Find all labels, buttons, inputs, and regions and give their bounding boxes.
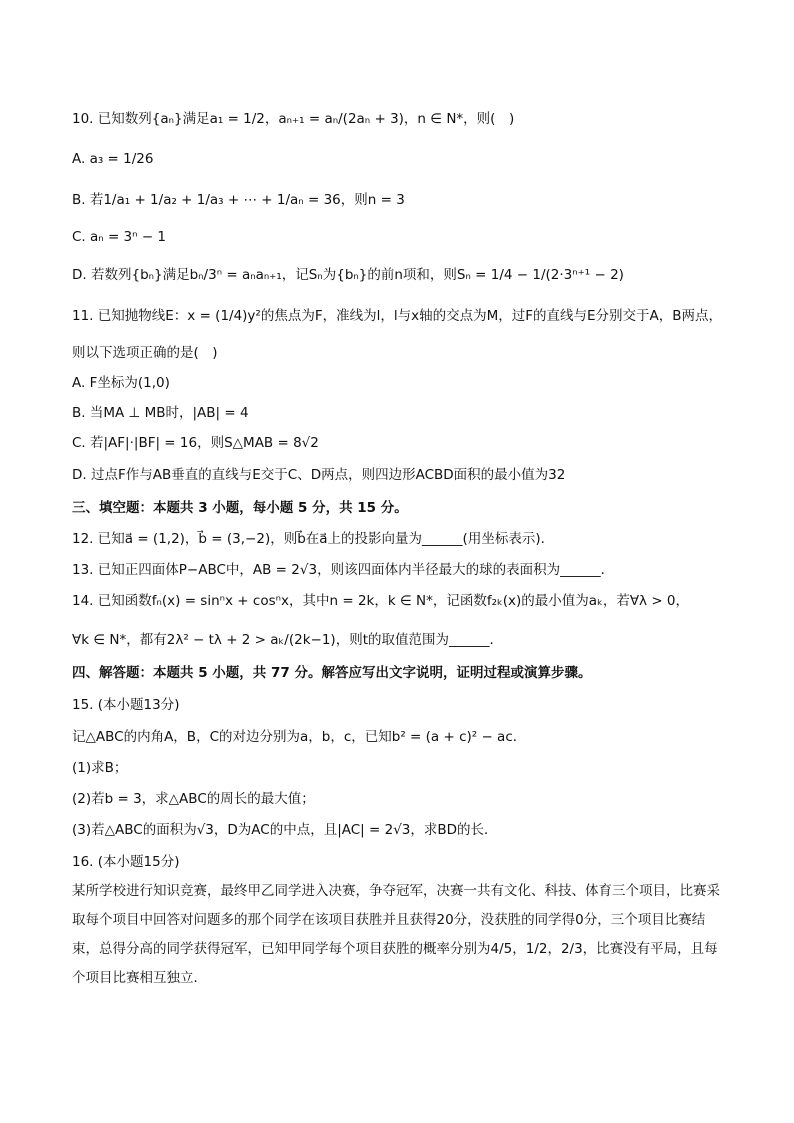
q16-paragraph: 某所学校进行知识竞赛，最终甲乙同学进入决赛，争夺冠军，决赛一共有文化、科技、体育三个项目，比赛采取每个项目中回答对问题多的那个同学在该项目获胜并且获得20分，没获胜的同学得0分，三个项目比赛结束，总得分高的同学获得冠军，已知甲同学每个项目获胜的概率分别为4/5，1/2，2/3，比赛没有平局，且每个项目比赛相互独立．	[72, 883, 720, 986]
q15-header: 15. (本小题13分)	[72, 697, 180, 713]
q12-text: 12. 已知a⃗ = (1,2)，b⃗ = (3,−2)，则b⃗在a⃗上的投影向量为______(用坐标表示)．	[72, 531, 555, 547]
section-3-heading: 三、填空题：本题共 3 小题，每小题 5 分，共 15 分。	[72, 500, 408, 516]
q14-line1: 14. 已知函数fₙ(x) = sinⁿx + cosⁿx，其中n = 2k，k ∈ N*，记函数f₂ₖ(x)的最小值为aₖ，若∀λ > 0，	[72, 593, 690, 609]
section-4-heading: 四、解答题：本题共 5 小题，共 77 分。解答应写出文字说明，证明过程或演算步骤。	[72, 665, 592, 681]
q15-part-3: (3)若△ABC的面积为√3，D为AC的中点，且|AC| = 2√3，求BD的长．	[72, 822, 498, 838]
q15-part-1: (1)求B；	[72, 760, 128, 776]
q10-option-d: D. 若数列{bₙ}满足bₙ/3ⁿ = aₙaₙ₊₁，记Sₙ为{bₙ}的前n项和，则Sₙ = 1/4 − 1/(2·3ⁿ⁺¹ − 2)	[72, 267, 624, 283]
q10-stem: 10. 已知数列{aₙ}满足a₁ = 1/2，aₙ₊₁ = aₙ/(2aₙ + 3)，n ∈ N*，则( )	[72, 111, 515, 127]
q11-stem-line1: 11. 已知抛物线E：x = (1/4)y²的焦点为F，准线为l，l与x轴的交点为M，过F的直线与E分别交于A，B两点，	[72, 308, 723, 324]
q11-stem-line2: 则以下选项正确的是( )	[72, 345, 218, 361]
q16-header: 16. (本小题15分)	[72, 854, 180, 870]
q15-stem: 记△ABC的内角A，B，C的对边分别为a，b，c，已知b² = (a + c)² − ac．	[72, 729, 527, 745]
q15-part-2: (2)若b = 3，求△ABC的周长的最大值；	[72, 791, 315, 807]
q13-text: 13. 已知正四面体P−ABC中，AB = 2√3，则该四面体内半径最大的球的表面积为______．	[72, 562, 615, 578]
q10-option-a: A. a₃ = 1/26	[72, 151, 154, 167]
q11-option-b: B. 当MA ⊥ MB时，|AB| = 4	[72, 405, 249, 421]
q11-option-a: A. F坐标为(1,0)	[72, 375, 170, 391]
q10-option-c: C. aₙ = 3ⁿ − 1	[72, 229, 167, 245]
q10-option-b: B. 若1/a₁ + 1/a₂ + 1/a₃ + ⋯ + 1/aₙ = 36，则n = 3	[72, 192, 405, 208]
q11-option-c: C. 若|AF|·|BF| = 16，则S△MAB = 8√2	[72, 435, 319, 451]
q14-line2: ∀k ∈ N*，都有2λ² − tλ + 2 > aₖ/(2k−1)，则t的取值范围为______．	[72, 632, 503, 648]
q11-option-d: D. 过点F作与AB垂直的直线与E交于C、D两点，则四边形ACBD面积的最小值为32	[72, 467, 566, 483]
